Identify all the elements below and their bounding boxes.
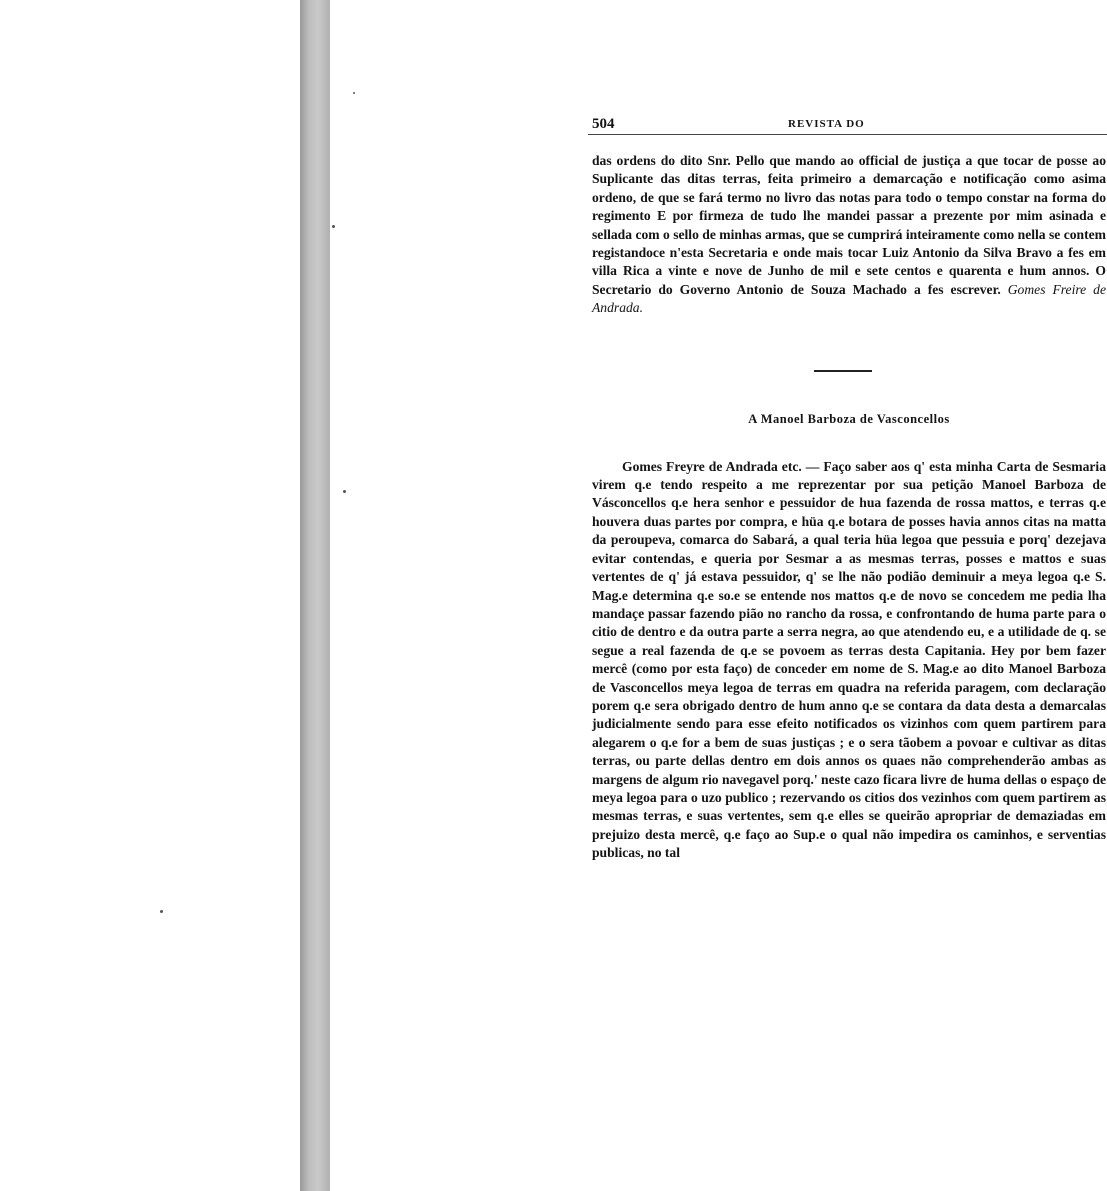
section-title: A Manoel Barboza de Vasconcellos	[748, 411, 950, 426]
signature: Gomes Freire de Andrada.	[592, 281, 1106, 316]
page-number: 504	[592, 116, 615, 132]
sesmaria-paragraph	[588, 458, 1107, 863]
closing-paragraph	[588, 152, 1107, 318]
page-header	[588, 112, 1107, 135]
sesmaria-paragraph-body: Gomes Freyre de Andrada etc. — Faço saber aos q' esta minha Carta de Sesmaria virem q.e tendo respeito a me reprezentar por sua petição Manoel Barboza de Vásconcellos q.e hera senhor e pessuidor de hua fazenda de rossa mattos, e terras q.e houvera duas partes por compra, e hüa q.e botara de posses havia annos citas na matta da peroupeva, comarca do Sabará, a qual teria hüa legoa que pessuia e porq' dezejava evitar contendas, e queria por Sesmar a as mesmas terras, posses e mattos e suas vertentes de q' já estava pessuidor, q' se lhe não podião deminuir a meya legoa q.e S. Mag.e determina q.e so.e se entende nos mattos q.e de novo se concedem me pedia lha mandaçe passar fazendo pião no rancho da rossa, e confrontando de huma parte para o citio de dentro e da outra parte a serra negra, ao que atendendo eu, e a utilidade de q. se segue a real fazenda de q.e se povoem as terras desta Capitania. Hey por bem fazer mercê (como por esta faço) de conceder em nome de S. Mag.e ao dito Manoel Barboza de Vasconcellos meya legoa de terras em quadra na referida paragem, com declaração porem q.e sera obrigado dentro de hum anno q.e se contara da data desta a demarcalas judicialmente sendo para esse efeito notificados os vizinhos com quem partirem para alegarem o q.e for a bem de suas justiças ; e o sera tãobem a povoar e cultivar as ditas terras, ou parte dellas dentro em dois annos os quaes não comprehenderão ambas as margens de algum rio navegavel porq.' neste cazo ficara livre de huma dellas o espaço de meya legoa para o uzo publico ; rezervando os citios dos vezinhos com quem partirem as mesmas terras, e suas vertentes, sem q.e elles se queirão apropriar de demaziadas em prejuizo desta mercê, q.e faço ao Sup.e o qual não impedira os caminhos, e serventias publicas, no tal	[592, 458, 1106, 861]
scan-speck	[160, 910, 163, 913]
scan-speck	[343, 490, 346, 493]
closing-paragraph-body: das ordens do dito Snr. Pello que mando ao official de justiça a que tocar de posse ao Suplicante das ditas terras, feita primeiro a demarcação e notificação como asima ordeno, de que se fará termo no livro das notas para todo o tempo constar na forma do regimento E por firmeza de tudo lhe mandei passar a prezente por mim asinada e sellada com o sello de minhas armas, que se cumprirá inteiramente como nella se contem registandoce n'esta Secretaria e onde mais tocar Luiz Antonio da Silva Bravo a fes em villa Rica a vinte e nove de Junho de mil e sete centos e quarenta e hum annos. O Secretario do Governo Antonio de Souza Machado a fes escrever.	[592, 153, 1106, 297]
book-gutter	[300, 0, 330, 1191]
section-divider	[814, 370, 872, 372]
scan-speck	[353, 92, 355, 94]
scan-speck	[332, 225, 335, 228]
running-title: REVISTA DO	[788, 118, 865, 130]
book-page	[588, 112, 1107, 863]
